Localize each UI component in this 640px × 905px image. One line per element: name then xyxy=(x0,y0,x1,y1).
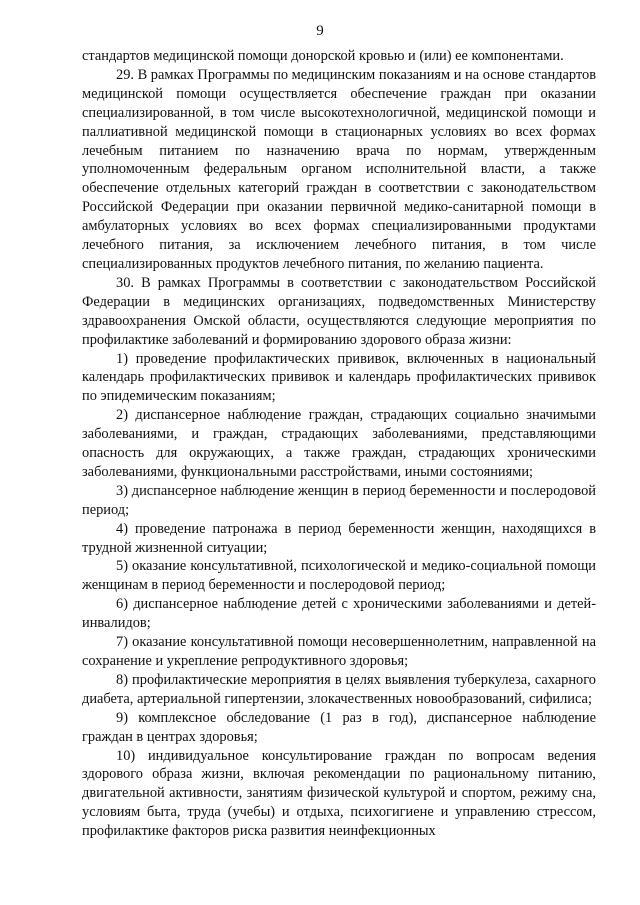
list-item-9: 9) комплексное обследование (1 раз в год), диспансерное наблюдение граждан в центрах здоровья; xyxy=(82,709,596,745)
page-number: 9 xyxy=(316,23,324,39)
paragraph-continuation: стандартов медицинской помощи донорской кровью и (или) ее компонентами. xyxy=(82,48,564,64)
list-item-3: 3) диспансерное наблюдение женщин в период беременности и послеродовой период; xyxy=(82,482,596,518)
list-item-10: 10) индивидуальное консультирование граждан по вопросам ведения здорового образа жизни, включая рекомендации по рациональному питанию, двигательной активности, занятиям физической культурой и спортом, режиму сна, условиям быта, труда (учебы) и отдыха, психогигиене и управлению стрессом, профилактике факторов риска развития неинфекционных xyxy=(82,747,596,840)
list-item-6: 6) диспансерное наблюдение детей с хроническими заболеваниями и детей-инвалидов; xyxy=(82,596,596,632)
list-item-4: 4) проведение патронажа в период беременности женщин, находящихся в трудной жизненной ситуации; xyxy=(82,520,596,556)
list-item-1: 1) проведение профилактических прививок, включенных в национальный календарь профилактических прививок и календарь профилактических прививок по эпидемическим показаниям; xyxy=(82,350,596,405)
list-item-7: 7) оказание консультативной помощи несовершеннолетним, направленной на сохранение и укрепление репродуктивного здоровья; xyxy=(82,634,596,669)
paragraph-30: 30. В рамках Программы в соответствии с законодательством Российской Федерации в медицинских организациях, подведомственных Министерству здравоохранения Омской области, осуществляются следующие мероприятия по профилактике заболеваний и формированию здорового образа жизни: xyxy=(82,274,596,348)
list-item-5: 5) оказание консультативной, психологической и медико-социальной помощи женщинам в период беременности и послеродовой период; xyxy=(82,558,596,594)
paragraph-29: 29. В рамках Программы по медицинским показаниям и на основе стандартов медицинской помощи осуществляется обеспечение граждан при оказании специализированной, в том числе высокотехнологичной, медицинской помощи и паллиативной медицинской помощи в стационарных условиях во всех формах лечебным питанием по назначению врача по нормам, утвержденным уполномоченным федеральным органом исполнительной власти, а также обеспечение отдельных категорий граждан в соответствии с законодательством Российской Федерации при оказании первичной медико-санитарной помощи в амбулаторных условиях во всех формах специализированными продуктами лечебного питания, за исключением лечебного питания, в том числе специализированных продуктов лечебного питания, по желанию пациента. xyxy=(82,66,596,272)
list-item-8: 8) профилактические мероприятия в целях выявления туберкулеза, сахарного диабета, артериальной гипертензии, злокачественных новообразований, сифилиса; xyxy=(82,671,596,707)
list-item-2: 2) диспансерное наблюдение граждан, страдающих социально значимыми заболеваниями, и граждан, страдающих заболеваниями, представляющими опасность для окружающих, а также граждан, страдающих хроническими заболеваниями, функциональными расстройствами, иными состояниями; xyxy=(82,407,596,480)
document-body xyxy=(82,47,596,841)
